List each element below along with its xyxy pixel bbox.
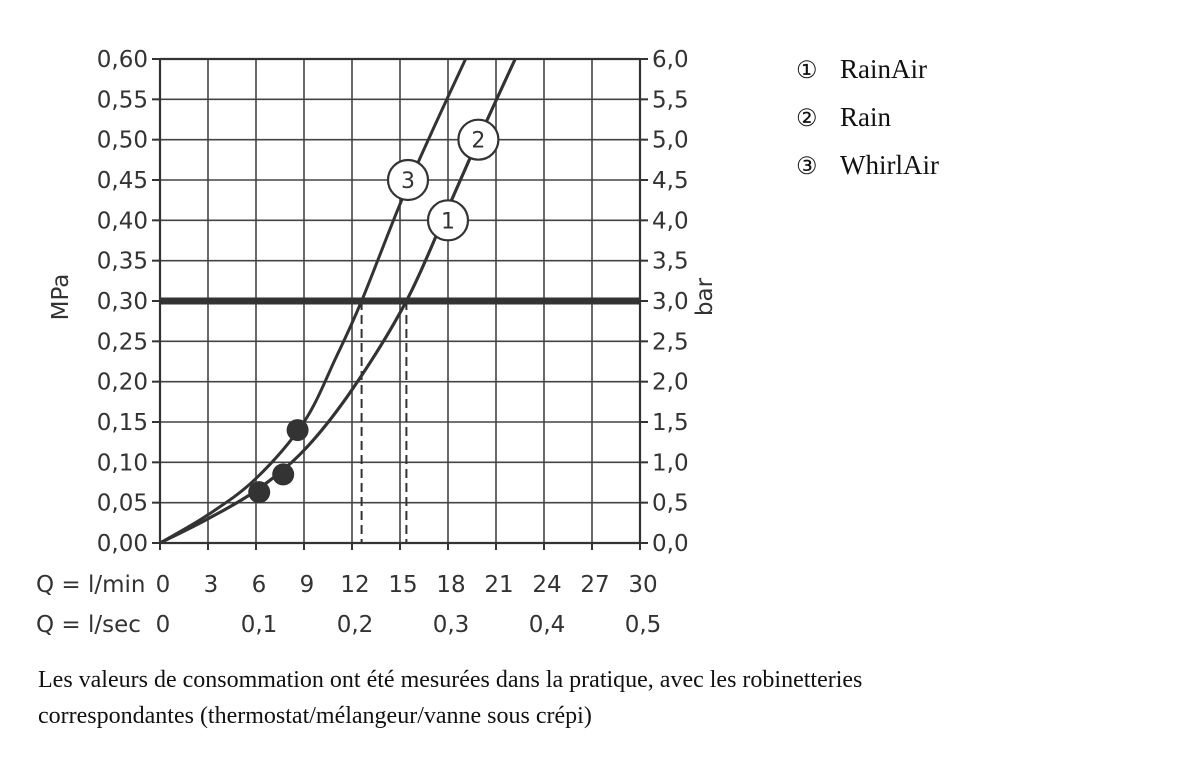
- data-point-marker: [287, 419, 309, 441]
- y-tick-label-right: 0,5: [652, 490, 689, 517]
- y-tick-label-right: 4,5: [652, 168, 689, 194]
- x-tick-label: 15: [388, 572, 418, 598]
- legend: [796, 54, 939, 180]
- y-tick-label-left: 0,55: [96, 87, 148, 114]
- x-tick-label: 24: [532, 572, 562, 598]
- y-tick-label-right: 1,5: [652, 410, 689, 436]
- y-tick-label-left: 0,40: [96, 208, 148, 235]
- x-tick-label: 3: [203, 572, 219, 598]
- y-tick-label-left: 0,10: [96, 450, 148, 477]
- y-tick-label-left: 0,30: [96, 289, 148, 315]
- footnote-line-1: Les valeurs de consommation ont été mesurées dans la pratique, avec les robinetteries: [38, 667, 863, 693]
- y-tick-label-right: 4,0: [652, 208, 689, 235]
- x-tick-label: 9: [299, 572, 315, 598]
- y-tick-label-right: 2,5: [652, 329, 689, 356]
- y-tick-label-left: 0,50: [96, 127, 148, 154]
- y-tick-label-left: 0,25: [96, 329, 148, 356]
- legend-symbol: ②: [796, 106, 818, 132]
- x-axis-label: Q = l/min: [36, 572, 146, 598]
- legend-entry-name: Rain: [840, 102, 891, 132]
- x-secondary-tick-label: 0,1: [240, 612, 278, 638]
- legend-symbol: ①: [796, 58, 818, 84]
- axes: [97, 47, 689, 638]
- y-tick-label-right: 1,0: [652, 450, 689, 477]
- x-tick-label: 6: [251, 572, 267, 598]
- x-tick-label: 27: [580, 572, 610, 598]
- y-tick-label-left: 0,20: [96, 369, 148, 396]
- curve-label-2: 2: [471, 128, 486, 154]
- data-point-marker: [272, 463, 294, 485]
- y-tick-label-left: 0,35: [96, 248, 148, 275]
- y-tick-label-right: 6,0: [652, 47, 689, 73]
- footnote-line-2: correspondantes (thermostat/mélangeur/vanne sous crépi): [38, 703, 592, 729]
- curve-label-1: 1: [441, 209, 455, 235]
- y-tick-label-right: 5,0: [652, 127, 689, 154]
- x-tick-label: 30: [628, 572, 658, 598]
- y-tick-label-right: 0,0: [652, 531, 689, 557]
- x-tick-label: 21: [484, 572, 514, 598]
- y-tick-label-right: 3,0: [652, 289, 689, 315]
- x-tick-label: 0: [155, 572, 171, 598]
- y-tick-label-right: 3,5: [652, 248, 689, 275]
- y-tick-label-right: 2,0: [652, 369, 689, 396]
- x-secondary-tick-label: 0,4: [528, 612, 566, 638]
- x-secondary-tick-label: 0,3: [432, 612, 470, 638]
- y-tick-label-left: 0,00: [96, 531, 148, 557]
- x-tick-label: 12: [340, 572, 370, 598]
- footnote: [38, 662, 1158, 734]
- curve-label-3: 3: [401, 169, 415, 194]
- x-secondary-tick-label: 0: [155, 612, 171, 638]
- y-axis-label-right: bar: [692, 277, 718, 317]
- legend-symbol: ③: [796, 154, 818, 180]
- data-point-marker: [248, 481, 270, 503]
- y-tick-label-right: 5,5: [652, 87, 689, 114]
- y-tick-label-left: 0,05: [96, 490, 148, 517]
- x-secondary-tick-label: 0,5: [624, 612, 662, 638]
- data-markers: [248, 419, 308, 503]
- x-axis-secondary-label: Q = l/sec: [36, 612, 141, 638]
- y-tick-label-left: 0,45: [96, 168, 148, 194]
- y-tick-label-left: 0,15: [96, 410, 148, 436]
- x-secondary-tick-label: 0,2: [336, 612, 374, 638]
- y-tick-label-left: 0,60: [96, 47, 148, 73]
- legend-entry-name: RainAir: [840, 54, 927, 84]
- legend-entry-name: WhirlAir: [840, 150, 939, 180]
- y-axis-label-left: MPa: [48, 273, 74, 321]
- x-tick-label: 18: [436, 572, 466, 598]
